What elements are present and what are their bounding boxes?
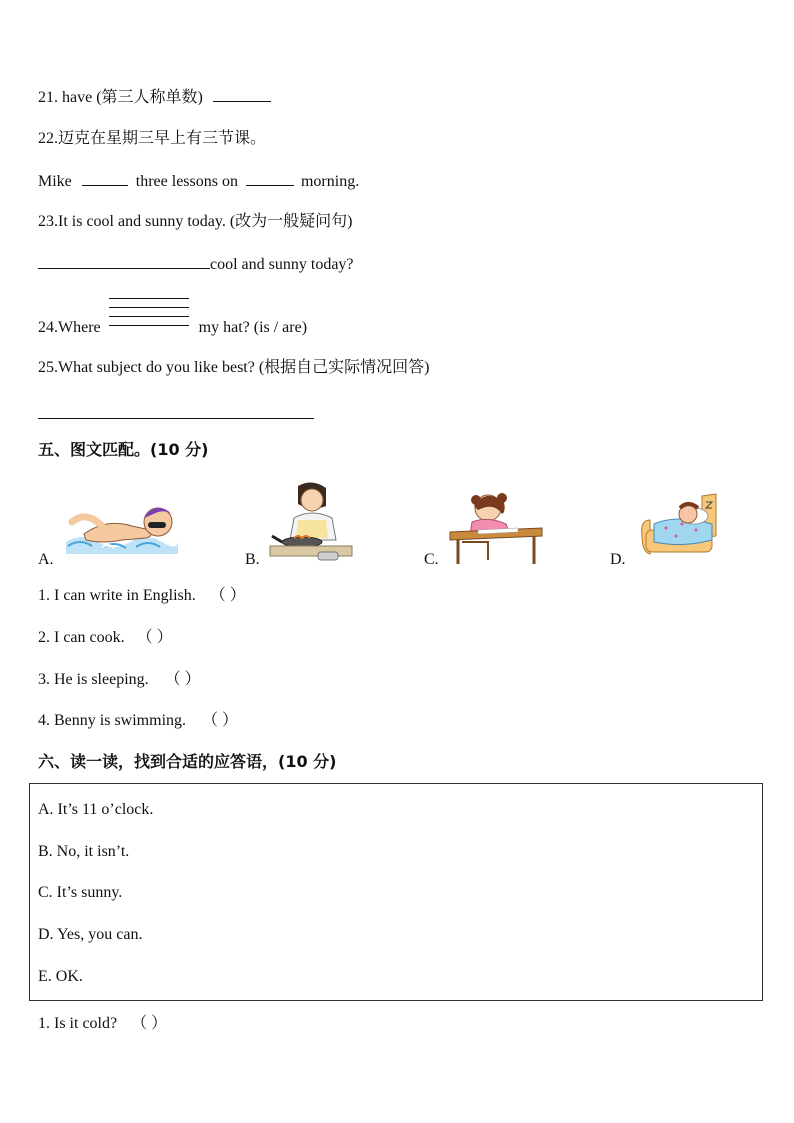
picture-b-label: B. xyxy=(245,551,260,568)
list-item xyxy=(38,670,201,690)
answer-blank-stack[interactable] xyxy=(109,298,191,334)
picture-c-label: C. xyxy=(424,551,439,568)
question-23-answer xyxy=(38,254,354,275)
question-22-english xyxy=(38,171,359,192)
question-24 xyxy=(38,298,307,346)
item-text: 1. I can write in English. xyxy=(38,587,196,604)
item-text: 2. I can cook. xyxy=(38,629,125,646)
question-23-prompt: 23.It is cool and sunny today. (改为一般疑问句) xyxy=(38,213,353,230)
answer-line[interactable] xyxy=(38,418,314,419)
question-24-end: my hat? (is / are) xyxy=(198,319,308,336)
question-25-prompt: 25.What subject do you like best? (根据自己实际情况回答) xyxy=(38,359,430,376)
swimming-boy-icon xyxy=(62,492,180,558)
answer-paren[interactable]: （ ） xyxy=(131,1015,168,1032)
option-a: A. It’s 11 o’clock. xyxy=(38,801,154,818)
question-22-mid: three lessons on xyxy=(135,173,238,190)
sleeping-child-icon xyxy=(636,490,722,564)
question-22-start: Mike xyxy=(38,173,72,190)
item-text: 1. Is it cold? xyxy=(38,1015,118,1032)
answer-paren[interactable]: （ ） xyxy=(136,629,173,646)
question-21 xyxy=(38,87,271,108)
answer-blank[interactable] xyxy=(82,171,128,186)
answer-paren[interactable]: （ ） xyxy=(164,671,201,688)
picture-d-label: D. xyxy=(610,551,626,568)
list-item xyxy=(38,628,173,648)
writing-girl-icon xyxy=(448,490,544,566)
question-24-start: 24.Where xyxy=(38,319,101,336)
picture-a-label: A. xyxy=(38,551,54,568)
item-text: 3. He is sleeping. xyxy=(38,671,149,688)
option-d: D. Yes, you can. xyxy=(38,926,143,943)
option-c: C. It’s sunny. xyxy=(38,884,123,901)
question-23-tail: cool and sunny today? xyxy=(210,256,354,273)
answer-paren[interactable]: （ ） xyxy=(202,712,239,729)
question-22-end: morning. xyxy=(300,173,360,190)
question-21-text: 21. have (第三人称单数) xyxy=(38,89,203,106)
option-e: E. OK. xyxy=(38,968,83,985)
question-22-chinese: 22.迈克在星期三早上有三节课。 xyxy=(38,130,267,147)
answer-blank[interactable] xyxy=(38,254,210,269)
answer-blank[interactable] xyxy=(213,87,271,102)
list-item xyxy=(38,586,246,606)
list-item xyxy=(38,711,238,731)
item-text: 4. Benny is swimming. xyxy=(38,712,187,729)
option-b: B. No, it isn’t. xyxy=(38,843,130,860)
section-6-title: 六、读一读，找到合适的应答语，(10 分) xyxy=(38,752,337,771)
options-box xyxy=(29,783,763,1001)
list-item xyxy=(38,1014,167,1034)
cooking-woman-icon xyxy=(268,478,354,564)
section-5-title: 五、图文匹配。(10 分) xyxy=(38,440,209,459)
answer-paren[interactable]: （ ） xyxy=(209,587,246,604)
answer-blank[interactable] xyxy=(246,171,294,186)
